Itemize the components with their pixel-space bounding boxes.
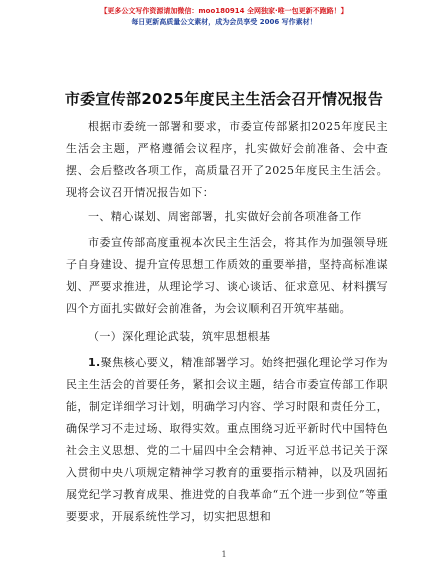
subsection-heading-1 — [66, 326, 388, 348]
heading-text: （一）深化理论武装，筑牢思想根基 — [88, 330, 271, 343]
paragraph-text: 聚焦核心要义，精准部署学习。始终把强化理论学习作为民主生活会的首要任务，紧扣会议主题，结合市委宣传部工作职能，制定详细学习计划，明确学习内容、学习时限和责任分工，确保学习不走过场、取得实效。重点围绕习近平新时代中国特色社会主义思想、党的二十届四中全会精神、习近平总书记关于深入贯彻中央八项规定精神学习教育的重要指示精神，以及巩固拓展党纪学习教育成果、推进党的自我革命“五个进一步到位”等重要要求，开展系统性学习，切实把思想和 — [66, 356, 388, 523]
section-1-paragraph — [66, 232, 388, 320]
promo-banner-line-2: 每日更新高质量公文素材，成为会员享受 2006 写作素材！ — [131, 18, 317, 26]
promo-banner-line-1: 【更多公文写作资源请加微信：moo180914 全网独家·唯一包更新不跑路！】 — [100, 7, 348, 15]
heading-text: 一、精心谋划、周密部署，扎实做好会前各项准备工作 — [88, 210, 362, 223]
subsection-1-paragraph — [66, 352, 388, 528]
document-title: 市委宣传部2025年度民主生活会召开情况报告 — [64, 90, 384, 108]
promo-banner — [0, 6, 448, 28]
section-heading-1 — [66, 206, 388, 228]
document-body — [66, 116, 388, 528]
paragraph-text: 市委宣传部高度重视本次民主生活会，将其作为加强领导班子自身建设、提升宣传思想工作质效的重要举措，坚持高标准谋划、严要求推进，从理论学习、谈心谈话、征求意见、材料撰写四个方面扎实做好会前准备，为会议顺利召开筑牢基础。 — [66, 236, 388, 315]
paragraph-text: 根据市委统一部署和要求，市委宣传部紧扣2025年度民主生活会主题，严格遵循会议程序，扎实做好会前准备、会中查摆、会后整改各项工作，高质量召开了2025年度民主生活会。现将会议召开情况报告如下： — [66, 120, 388, 199]
item-number: 1. — [88, 356, 101, 369]
intro-paragraph — [66, 116, 388, 204]
page-number: 1 — [221, 550, 227, 559]
